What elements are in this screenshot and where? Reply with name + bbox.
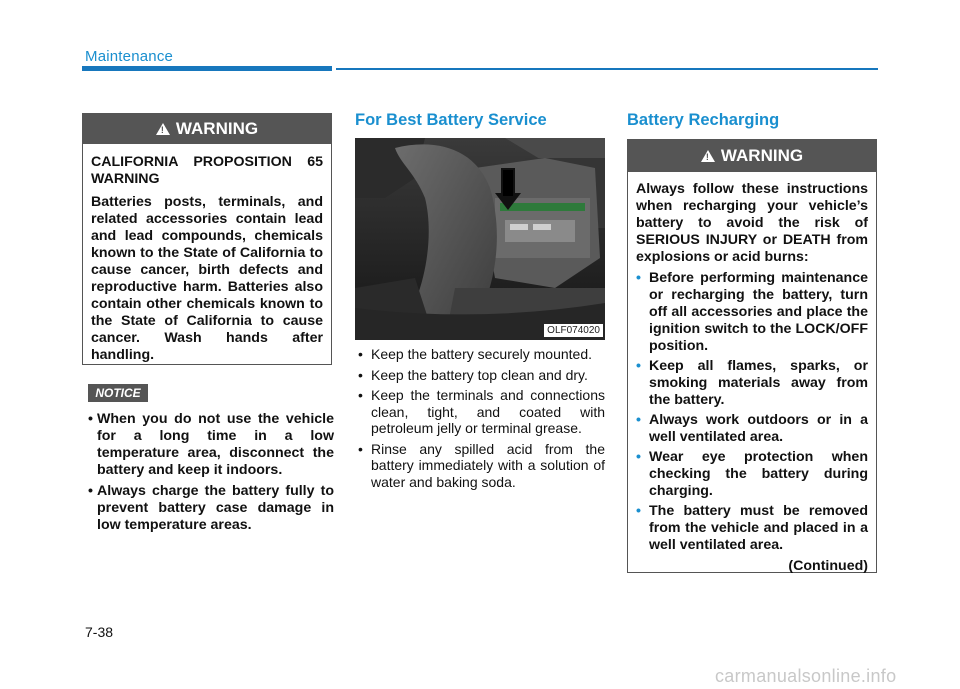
bullet-icon: •	[636, 503, 641, 519]
bullet-icon: •	[358, 366, 363, 383]
list-item: • Keep the battery top clean and dry.	[358, 366, 588, 383]
prop65-warning-box	[82, 113, 332, 365]
best-service-title: For Best Battery Service	[355, 111, 547, 129]
warning-body	[628, 172, 876, 575]
battery-photo	[355, 138, 605, 340]
section-header: Maintenance	[85, 48, 174, 65]
list-item: • When you do not use the vehicle for a long time in a low temperature area, disconnect the battery and keep it indoors.	[88, 411, 334, 478]
list-item: • Always work outdoors or in a well ventilated area.	[636, 412, 868, 445]
list-item: • The battery must be removed from the vehicle and placed in a well ventilated area.	[636, 503, 868, 553]
page-number: 7-38	[85, 624, 114, 640]
bullet-icon: •	[88, 411, 93, 427]
list-item: • Keep the battery securely mounted.	[358, 346, 593, 362]
best-service-list	[358, 346, 605, 494]
list-item: • Before performing maintenance or recharging the battery, turn off all accessories and place the ignition switch to the LOCK/OFF position.	[636, 270, 868, 354]
bullet-icon: •	[636, 412, 641, 428]
bullet-icon: •	[636, 358, 641, 374]
list-item: • Rinse any spilled acid from the battery immediately with a solution of water and baking soda.	[358, 440, 605, 490]
image-code-label: OLF074020	[544, 324, 603, 337]
warning-triangle-icon: !	[156, 123, 170, 135]
bullet-icon: •	[358, 440, 363, 457]
recharging-warning-box	[627, 139, 877, 573]
watermark: carmanualsonline.info	[715, 666, 897, 686]
warning-heading: WARNING	[175, 119, 259, 138]
bullet-icon: •	[358, 387, 363, 403]
warning-text: Batteries posts, terminals, and related accessories contain lead and lead compounds, chemicals known to the State of California to cause cancer, birth defects and reproductive harm. Batteries also contain other chemicals known to the State of California to cause cancer. Wash hands after handling.	[91, 194, 323, 363]
header-rule-thin	[336, 68, 878, 70]
list-item: • Wear eye protection when checking the battery during charging.	[636, 449, 868, 499]
engine-bay-illustration	[355, 138, 605, 340]
notice-badge: NOTICE	[88, 384, 148, 402]
continued-label: (Continued)	[788, 558, 868, 574]
notice-list	[88, 411, 334, 538]
warning-list	[636, 270, 868, 554]
list-item: • Always charge the battery fully to prevent battery case damage in low temperature areas.	[88, 483, 334, 533]
warning-header	[83, 114, 331, 144]
bullet-icon: •	[636, 270, 641, 286]
warning-title: CALIFORNIA PROPOSITION 65 WARNING	[91, 154, 323, 187]
bullet-icon: •	[358, 346, 363, 362]
warning-header	[628, 140, 876, 172]
warning-body	[83, 144, 331, 364]
list-item: • Keep the terminals and connections clean, tight, and coated with petroleum jelly or terminal grease.	[358, 387, 605, 436]
warning-intro: Always follow these instructions when recharging your vehicle’s battery to avoid the risk of SERIOUS INJURY or DEATH from explosions or acid burns:	[636, 181, 868, 265]
recharging-title: Battery Recharging	[627, 111, 780, 129]
warning-triangle-icon: !	[701, 150, 715, 162]
header-rule-thick	[82, 66, 332, 71]
warning-heading: WARNING	[720, 146, 804, 165]
list-item: • Keep all flames, sparks, or smoking materials away from the battery.	[636, 358, 868, 408]
bullet-icon: •	[636, 449, 641, 465]
bullet-icon: •	[88, 483, 93, 499]
